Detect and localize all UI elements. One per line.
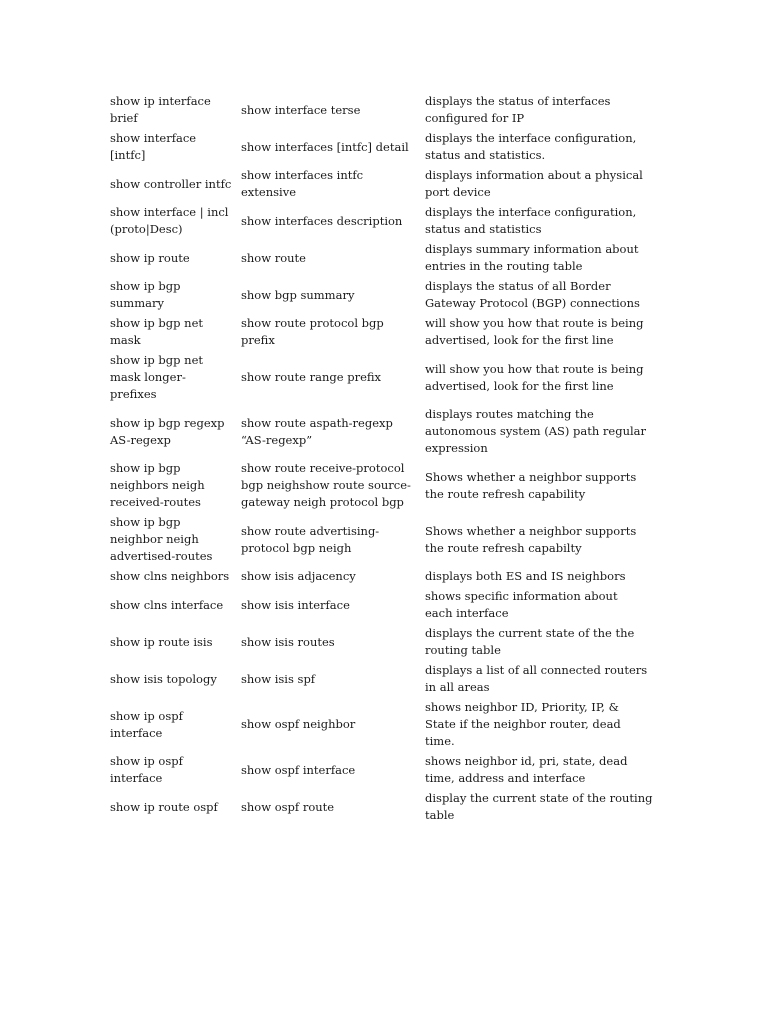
command-description: displays both ES and IS neighbors [425, 569, 626, 583]
table-row [104, 459, 664, 513]
table-row [104, 698, 664, 752]
juniper-command-cell [235, 661, 419, 698]
juniper-command: show interfaces [intfc] detail [241, 139, 409, 154]
command-description: displays the status of interfaces configured for IP [425, 94, 611, 125]
command-comparison-table [104, 92, 664, 826]
command-description: will show you how that route is being advertised, look for the first line [425, 316, 644, 347]
juniper-command: show route receive-protocol bgp neighshow route source- gateway neigh protocol bgp [241, 461, 411, 509]
table-row [104, 351, 664, 405]
cisco-command-cell [104, 203, 235, 240]
juniper-command-cell [235, 405, 419, 459]
cisco-command: show ip bgp neighbor neigh advertised-routes [110, 515, 213, 563]
cisco-command: show interface | incl (proto|Desc) [110, 205, 229, 236]
description-cell [419, 513, 664, 567]
cisco-command-cell [104, 351, 235, 405]
description-cell [419, 166, 664, 203]
description-cell [419, 405, 664, 459]
description-cell [419, 752, 664, 789]
command-description: displays the interface configuration, status and statistics. [425, 131, 637, 162]
juniper-command: show isis adjacency [241, 569, 356, 583]
cisco-command-cell [104, 789, 235, 826]
table-row [104, 166, 664, 203]
juniper-command: show bgp summary [241, 287, 355, 302]
juniper-command-cell [235, 624, 419, 661]
description-cell [419, 459, 664, 513]
cisco-command-cell [104, 92, 235, 129]
cisco-command: show ip route ospf [110, 799, 218, 814]
command-description: displays the interface configuration, status and statistics [425, 205, 637, 236]
juniper-command: show route range prefix [241, 370, 382, 384]
juniper-command: show ospf interface [241, 762, 356, 777]
table-row [104, 789, 664, 826]
cisco-command-cell [104, 277, 235, 314]
description-cell [419, 587, 664, 624]
description-cell [419, 351, 664, 405]
cisco-command-cell [104, 459, 235, 513]
command-description: displays the current state of the the routing table [425, 626, 635, 657]
description-cell [419, 698, 664, 752]
description-cell [419, 789, 664, 826]
table-row [104, 752, 664, 789]
cisco-command: show clns interface [110, 597, 224, 612]
description-cell [419, 624, 664, 661]
juniper-command: show ospf route [241, 799, 335, 814]
command-description: Shows whether a neighbor supports the route refresh capability [425, 469, 637, 501]
command-description: displays a list of all connected routers in all areas [425, 663, 648, 694]
juniper-command-cell [235, 698, 419, 752]
juniper-command: show interfaces description [241, 213, 403, 228]
cisco-command: show ip ospf interface [110, 708, 183, 740]
table-row [104, 567, 664, 587]
description-cell [419, 203, 664, 240]
cisco-command: show ip route [110, 250, 190, 265]
juniper-command: show ospf neighbor [241, 717, 356, 731]
description-cell [419, 129, 664, 166]
command-description: displays the status of all Border Gateway Protocol (BGP) connections [425, 279, 640, 310]
description-cell [419, 567, 664, 587]
juniper-command-cell [235, 789, 419, 826]
command-description: displays routes matching the autonomous system (AS) path regular expression [425, 407, 647, 455]
juniper-command-cell [235, 351, 419, 405]
description-cell [419, 92, 664, 129]
juniper-command-cell [235, 240, 419, 277]
command-description: shows neighbor id, pri, state, dead time, address and interface [425, 754, 628, 785]
cisco-command-cell [104, 513, 235, 567]
cisco-command: show controller intfc [110, 176, 232, 191]
cisco-command-cell [104, 661, 235, 698]
juniper-command-cell [235, 752, 419, 789]
cisco-command: show ip bgp regexp AS-regexp [110, 415, 225, 447]
cisco-command: show interface [intfc] [110, 131, 197, 162]
table-row [104, 277, 664, 314]
description-cell [419, 314, 664, 351]
command-description: Shows whether a neighbor supports the route refresh capabilty [425, 523, 637, 555]
table-body [104, 92, 664, 826]
description-cell [419, 240, 664, 277]
table-row [104, 240, 664, 277]
cisco-command-cell [104, 314, 235, 351]
table-row [104, 587, 664, 624]
table-row [104, 624, 664, 661]
table-row [104, 405, 664, 459]
command-description: shows specific information about each interface [425, 589, 618, 620]
cisco-command: show isis topology [110, 671, 217, 686]
juniper-command: show route protocol bgp prefix [241, 316, 384, 347]
cisco-command-cell [104, 405, 235, 459]
cisco-command-cell [104, 752, 235, 789]
cisco-command-cell [104, 166, 235, 203]
juniper-command-cell [235, 567, 419, 587]
juniper-command-cell [235, 277, 419, 314]
cisco-command-cell [104, 240, 235, 277]
juniper-command-cell [235, 314, 419, 351]
table-row [104, 513, 664, 567]
cisco-command: show ip interface brief [110, 94, 211, 125]
cisco-command: show ip bgp summary [110, 279, 181, 310]
cisco-command-cell [104, 587, 235, 624]
juniper-command-cell [235, 129, 419, 166]
description-cell [419, 277, 664, 314]
command-description: display the current state of the routing table [425, 791, 653, 822]
table-row [104, 129, 664, 166]
command-description: will show you how that route is being advertised, look for the first line [425, 361, 644, 393]
cisco-command: show ip ospf interface [110, 754, 183, 785]
juniper-command-cell [235, 166, 419, 203]
cisco-command: show ip bgp net mask longer- prefixes [110, 353, 203, 401]
cisco-command-cell [104, 567, 235, 587]
table-row [104, 314, 664, 351]
table-row [104, 203, 664, 240]
cisco-command: show ip bgp net mask [110, 316, 203, 347]
cisco-command-cell [104, 129, 235, 166]
juniper-command-cell [235, 459, 419, 513]
juniper-command: show route advertising- protocol bgp neigh [241, 523, 380, 555]
juniper-command: show interface terse [241, 102, 361, 117]
table-row [104, 92, 664, 129]
juniper-command: show isis routes [241, 634, 335, 649]
juniper-command-cell [235, 587, 419, 624]
juniper-command: show isis interface [241, 597, 350, 612]
juniper-command: show route [241, 250, 306, 265]
cisco-command: show ip bgp neighbors neigh received-routes [110, 461, 205, 509]
cisco-command: show clns neighbors [110, 569, 230, 583]
juniper-command-cell [235, 513, 419, 567]
juniper-command: show interfaces intfc extensive [241, 168, 364, 199]
juniper-command-cell [235, 92, 419, 129]
juniper-command: show isis spf [241, 671, 316, 686]
description-cell [419, 661, 664, 698]
cisco-command: show ip route isis [110, 634, 213, 649]
table-row [104, 661, 664, 698]
juniper-command-cell [235, 203, 419, 240]
cisco-command-cell [104, 698, 235, 752]
cisco-command-cell [104, 624, 235, 661]
command-description: displays summary information about entries in the routing table [425, 242, 639, 273]
juniper-command: show route aspath-regexp “AS-regexp” [241, 415, 393, 447]
command-description: shows neighbor ID, Priority, IP, & State if the neighbor router, dead time. [425, 700, 621, 748]
command-description: displays information about a physical port device [425, 168, 643, 199]
